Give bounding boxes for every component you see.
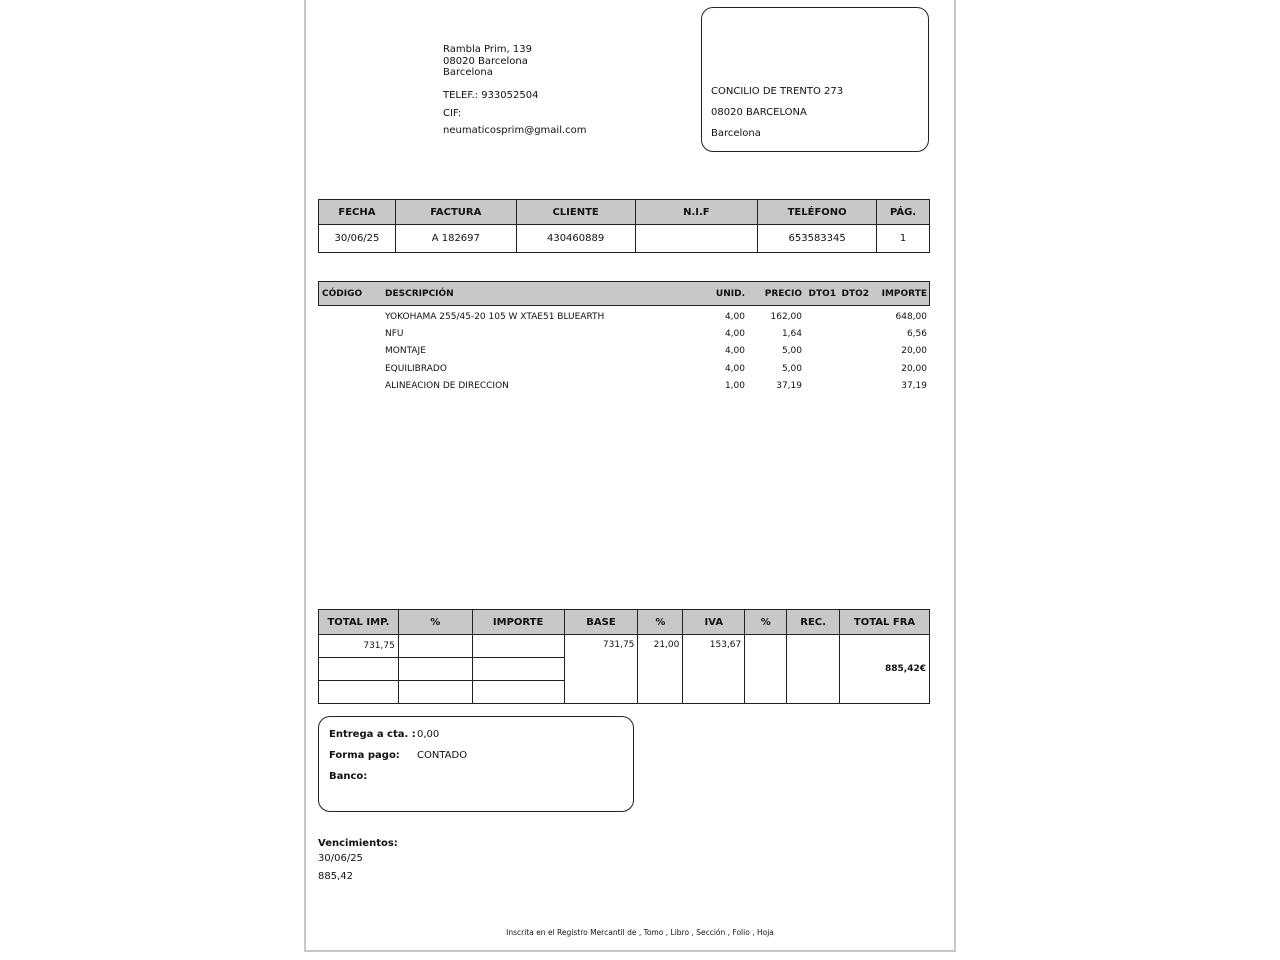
col-unid: UNID. xyxy=(715,289,745,299)
header-fecha: FECHA xyxy=(319,200,396,225)
sender-address-line2: 08020 Barcelona xyxy=(443,55,528,67)
client-province: Barcelona xyxy=(711,128,761,139)
totals-row xyxy=(319,635,930,658)
col-precio: PRECIO xyxy=(764,289,802,299)
forma-pago-label: Forma pago: xyxy=(329,750,400,761)
entrega-value: 0,00 xyxy=(417,729,440,740)
header-iva-pct: % xyxy=(638,610,683,635)
invoice-date: 30/06/25 xyxy=(319,225,396,253)
invoice-header-table xyxy=(318,199,930,253)
base-value: 731,75 xyxy=(564,635,638,704)
invoice-header-labels xyxy=(319,200,930,225)
client-address: CONCILIO DE TRENTO 273 xyxy=(711,86,844,97)
header-total-fra: TOTAL FRA xyxy=(840,610,930,635)
sender-address xyxy=(443,44,532,79)
item-amount: 37,19 xyxy=(901,381,927,391)
header-cliente: CLIENTE xyxy=(516,200,635,225)
client-postal-city: 08020 BARCELONA xyxy=(711,107,807,118)
vencimiento-date: 30/06/25 xyxy=(318,853,363,864)
entrega-label: Entrega a cta. : xyxy=(329,729,416,740)
header-telefono: TELÉFONO xyxy=(758,200,877,225)
totals-header xyxy=(319,610,930,635)
item-row xyxy=(318,381,930,398)
total-imp-value: 731,75 xyxy=(319,635,399,658)
sender-email: neumaticosprim@gmail.com xyxy=(443,125,587,136)
item-price: 37,19 xyxy=(776,381,802,391)
header-pag: PÁG. xyxy=(877,200,930,225)
item-price: 5,00 xyxy=(781,364,802,374)
item-units: 4,00 xyxy=(724,364,745,374)
imp-pct-value xyxy=(398,635,472,658)
header-rec: REC. xyxy=(787,610,840,635)
totals-table xyxy=(318,609,930,704)
imp-pct-empty xyxy=(398,681,472,704)
vencimiento-amount: 885,42 xyxy=(318,871,353,882)
client-nif xyxy=(635,225,758,253)
importe-empty xyxy=(472,658,564,681)
item-row xyxy=(318,312,930,329)
imp-pct-empty xyxy=(398,658,472,681)
sender-cif: CIF: xyxy=(443,108,462,119)
header-importe: IMPORTE xyxy=(472,610,564,635)
item-description: YOKOHAMA 255/45-20 105 W XTAE51 BLUEARTH xyxy=(385,312,605,322)
client-number: 430460889 xyxy=(516,225,635,253)
item-amount: 6,56 xyxy=(906,329,927,339)
item-row xyxy=(318,364,930,381)
total-imp-empty xyxy=(319,658,399,681)
rec-pct-value xyxy=(745,635,787,704)
rec-value xyxy=(787,635,840,704)
total-invoice-amount: 885,42€ xyxy=(840,635,930,704)
header-factura: FACTURA xyxy=(395,200,516,225)
importe-empty xyxy=(472,681,564,704)
item-description: ALINEACION DE DIRECCION xyxy=(385,381,509,391)
col-dto2: DTO2 xyxy=(841,289,869,299)
invoice-header-values xyxy=(319,225,930,253)
item-description: EQUILIBRADO xyxy=(385,364,447,374)
header-total-imp: TOTAL IMP. xyxy=(319,610,399,635)
item-amount: 20,00 xyxy=(901,364,927,374)
iva-pct-value: 21,00 xyxy=(638,635,683,704)
client-address-box xyxy=(701,7,929,152)
header-base: BASE xyxy=(564,610,638,635)
forma-pago-value: CONTADO xyxy=(417,750,468,761)
banco-label: Banco: xyxy=(329,771,368,782)
client-phone: 653583345 xyxy=(758,225,877,253)
item-units: 4,00 xyxy=(724,329,745,339)
page-number: 1 xyxy=(877,225,930,253)
item-units: 4,00 xyxy=(724,346,745,356)
header-nif: N.I.F xyxy=(635,200,758,225)
header-imp-pct: % xyxy=(398,610,472,635)
col-importe: IMPORTE xyxy=(881,289,927,299)
item-amount: 648,00 xyxy=(895,312,927,322)
payment-box xyxy=(318,716,634,812)
sender-phone: TELEF.: 933052504 xyxy=(443,90,539,101)
item-description: NFU xyxy=(385,329,404,339)
item-units: 4,00 xyxy=(724,312,745,322)
sender-address-line3: Barcelona xyxy=(443,67,493,78)
importe-value xyxy=(472,635,564,658)
item-amount: 20,00 xyxy=(901,346,927,356)
invoice-number: A 182697 xyxy=(395,225,516,253)
item-row xyxy=(318,329,930,346)
registry-footer: Inscrita en el Registro Mercantil de , Tomo , Libro , Sección , Folio , Hoja xyxy=(506,928,774,937)
item-price: 1,64 xyxy=(781,329,802,339)
header-rec-pct: % xyxy=(745,610,787,635)
items-table-header xyxy=(318,281,930,306)
item-price: 162,00 xyxy=(770,312,802,322)
iva-value: 153,67 xyxy=(683,635,745,704)
total-imp-empty xyxy=(319,681,399,704)
col-descripcion: DESCRIPCIÓN xyxy=(385,289,454,299)
vencimientos-label: Vencimientos: xyxy=(318,838,398,849)
item-price: 5,00 xyxy=(781,346,802,356)
sender-address-line1: Rambla Prim, 139 xyxy=(443,44,532,55)
item-description: MONTAJE xyxy=(385,346,426,356)
col-dto1: DTO1 xyxy=(808,289,836,299)
item-row xyxy=(318,346,930,363)
col-codigo: CÓDIGO xyxy=(322,289,363,299)
item-units: 1,00 xyxy=(724,381,745,391)
header-iva: IVA xyxy=(683,610,745,635)
